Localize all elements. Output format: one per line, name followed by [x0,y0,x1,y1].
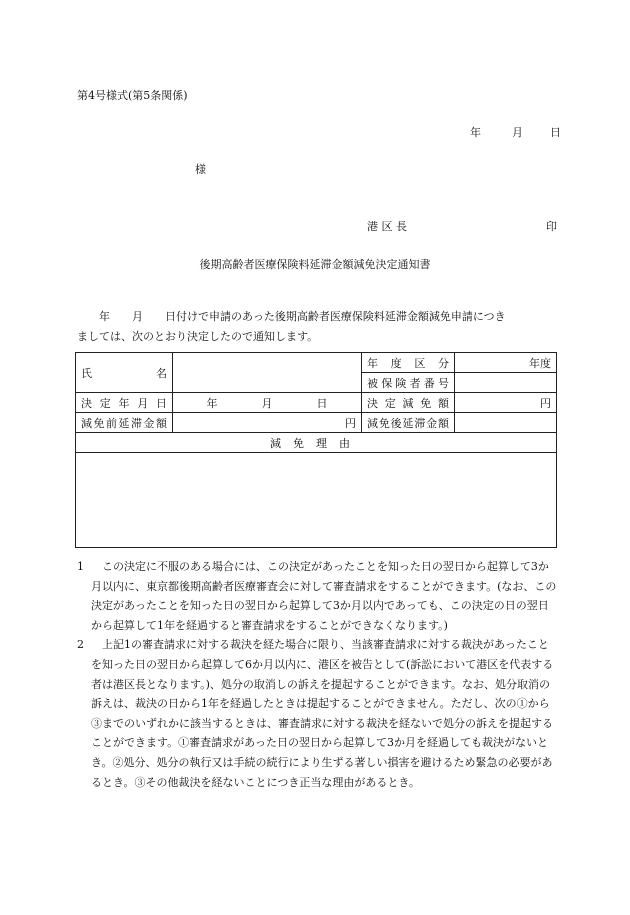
intro-text [77,307,557,347]
fiscal-year-label: 年 度 区 分 [362,353,455,373]
reduction-amount-label: 決定減免額 [362,393,455,413]
date-year-label: 年 [470,126,481,139]
after-amount-label: 減免後延滞金額 [362,413,455,433]
reason-header: 減免理由 [76,433,557,453]
decision-date-value: 年 月 日 [173,393,362,413]
before-amount-label: 減免前延滞金額 [76,413,173,433]
intro-line-2: ましては、次のとおり決定したので通知します。 [77,330,319,343]
note-2 [77,635,557,792]
addressee-suffix: 様 [195,163,206,176]
note-1-number: 1 [77,560,84,573]
before-amount-value: 円 [173,413,362,433]
reason-body [76,453,557,548]
note-1 [77,557,557,635]
form-number: 第4号様式(第5条関係) [77,89,188,102]
decision-table [75,352,557,548]
insured-number-label: 被保険者番号 [362,373,455,393]
notes [77,557,557,792]
name-label: 氏 名 [76,353,173,393]
seal-mark: 印 [546,220,557,233]
date-month-label: 月 [512,126,523,139]
note-2-number: 2 [77,638,84,652]
insured-number-value [455,373,557,393]
decision-date-label: 決定年月日 [76,393,173,413]
sender [367,218,557,234]
fiscal-year-value: 年度 [455,353,557,373]
issue-date [470,124,561,140]
after-amount-value [455,413,557,433]
intro-line-1: 年 月 日付けで申請のあった後期高齢者医療保険料延滞金額減免申請につき [77,310,506,323]
date-day-label: 日 [550,126,561,139]
reduction-amount-value: 円 [455,393,557,413]
name-value [173,353,362,393]
note-1-text: この決定に不服のある場合には、この決定があったことを知った日の翌日から起算して3か月以内に、東京都後期高齢者医療審査会に対して審査請求をすることができます。(なお、この決定があったことを知った日の翌日から起算して3か月以内であっても、この決定の日の翌日から起算して1年を経過すると審査請求をすることができなくなります。) [91,560,557,632]
document-title: 後期高齢者医療保険料延滞金額減免決定通知書 [199,258,431,271]
note-2-text: 上記1の審査請求に対する裁決を経た場合に限り、当該審査請求に対する裁決があったことを知った日の翌日から起算して6か月以内に、港区を被告として(訴訟において港区を代表する者は港区長となります。)、処分の取消しの訴えを提起することができます。なお、処分取消の訴えは、裁決の日から1年を経過したときは提起することができません。ただし、次の①から③までのいずれかに該当するときは、審査請求に対する裁決を経ないで処分の訴えを提起することができます。①審査請求があった日の翌日から起算して3か月を経過しても裁決がないとき。②処分、処分の執行又は手続の続行により生ずる著しい損害を避けるため緊急の必要があるとき。③その他裁決を経ないことにつき正当な理由があるとき。 [91,638,554,789]
sender-title: 港 区 長 [367,220,407,233]
